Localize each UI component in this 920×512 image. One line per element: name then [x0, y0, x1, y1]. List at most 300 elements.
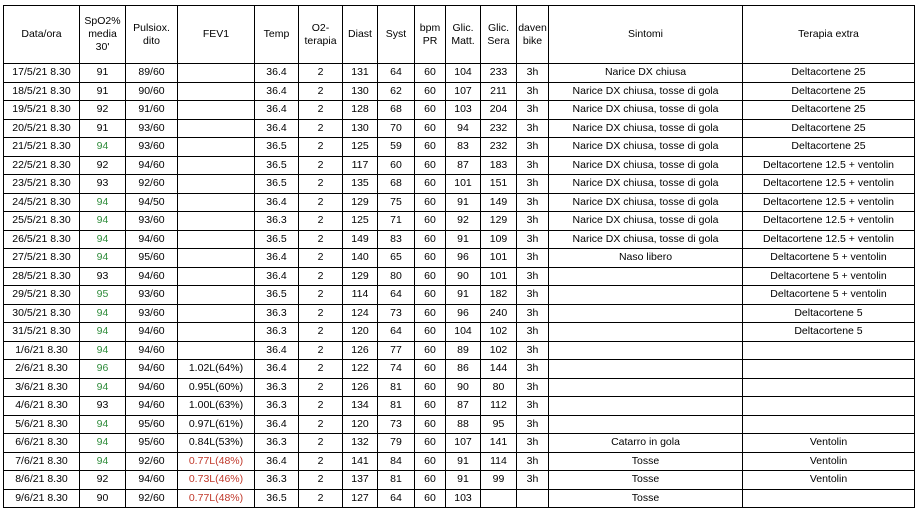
cell-temp: 36.4	[255, 64, 299, 83]
cell-date: 17/5/21 8.30	[4, 64, 80, 83]
cell-terapia-extra: Deltacortene 5	[743, 304, 915, 323]
header-terapia-extra: Terapia extra	[743, 6, 915, 64]
cell-daven-bike: 3h	[517, 360, 549, 379]
header-temp: Temp	[255, 6, 299, 64]
header-glic-matt: Glic. Matt.	[446, 6, 481, 64]
cell-glic-sera: 109	[481, 230, 517, 249]
cell-fev1	[178, 249, 255, 268]
cell-terapia-extra: Deltacortene 5 + ventolin	[743, 286, 915, 305]
cell-o2-terapia: 2	[299, 156, 343, 175]
cell-daven-bike: 3h	[517, 119, 549, 138]
cell-temp: 36.5	[255, 286, 299, 305]
cell-fev1	[178, 119, 255, 138]
cell-o2-terapia: 2	[299, 64, 343, 83]
table-row	[4, 360, 915, 379]
cell-date: 7/6/21 8.30	[4, 452, 80, 471]
cell-diast: 114	[343, 286, 378, 305]
table-row	[4, 193, 915, 212]
cell-o2-terapia: 2	[299, 267, 343, 286]
table-row	[4, 323, 915, 342]
cell-date: 27/5/21 8.30	[4, 249, 80, 268]
table-row	[4, 397, 915, 416]
cell-fev1	[178, 101, 255, 120]
cell-glic-sera: 151	[481, 175, 517, 194]
cell-syst: 83	[378, 230, 415, 249]
cell-pulsiox: 94/60	[126, 471, 178, 490]
cell-fev1	[178, 212, 255, 231]
cell-pulsiox: 94/60	[126, 341, 178, 360]
cell-glic-matt: 92	[446, 212, 481, 231]
cell-bpm: 60	[415, 378, 446, 397]
cell-syst: 75	[378, 193, 415, 212]
cell-date: 31/5/21 8.30	[4, 323, 80, 342]
cell-diast: 134	[343, 397, 378, 416]
cell-diast: 141	[343, 452, 378, 471]
cell-fev1	[178, 341, 255, 360]
cell-date: 23/5/21 8.30	[4, 175, 80, 194]
cell-pulsiox: 92/60	[126, 175, 178, 194]
cell-spo2: 94	[80, 230, 126, 249]
cell-syst: 68	[378, 101, 415, 120]
cell-glic-sera	[481, 489, 517, 508]
cell-diast: 140	[343, 249, 378, 268]
cell-glic-matt: 91	[446, 193, 481, 212]
table-row	[4, 452, 915, 471]
cell-syst: 64	[378, 64, 415, 83]
cell-sintomi	[549, 304, 743, 323]
header-spo2-media: SpO2% media 30'	[80, 6, 126, 64]
cell-bpm: 60	[415, 212, 446, 231]
cell-fev1: 0.77L(48%)	[178, 452, 255, 471]
cell-terapia-extra: Deltacortene 25	[743, 138, 915, 157]
cell-bpm: 60	[415, 489, 446, 508]
cell-pulsiox: 94/60	[126, 267, 178, 286]
cell-glic-matt: 89	[446, 341, 481, 360]
cell-spo2: 94	[80, 434, 126, 453]
cell-sintomi: Narice DX chiusa, tosse di gola	[549, 156, 743, 175]
cell-daven-bike: 3h	[517, 212, 549, 231]
cell-sintomi	[549, 267, 743, 286]
cell-diast: 120	[343, 323, 378, 342]
cell-terapia-extra: Ventolin	[743, 452, 915, 471]
cell-glic-sera: 101	[481, 249, 517, 268]
cell-pulsiox: 94/60	[126, 156, 178, 175]
cell-syst: 60	[378, 156, 415, 175]
cell-o2-terapia: 2	[299, 119, 343, 138]
cell-daven-bike: 3h	[517, 378, 549, 397]
cell-pulsiox: 94/60	[126, 323, 178, 342]
cell-spo2: 92	[80, 471, 126, 490]
cell-diast: 129	[343, 193, 378, 212]
cell-glic-matt: 104	[446, 323, 481, 342]
cell-terapia-extra	[743, 341, 915, 360]
cell-diast: 122	[343, 360, 378, 379]
cell-sintomi: Narice DX chiusa, tosse di gola	[549, 138, 743, 157]
cell-o2-terapia: 2	[299, 230, 343, 249]
cell-syst: 71	[378, 212, 415, 231]
cell-bpm: 60	[415, 64, 446, 83]
table-row	[4, 230, 915, 249]
cell-glic-sera: 129	[481, 212, 517, 231]
cell-pulsiox: 93/60	[126, 119, 178, 138]
cell-terapia-extra: Ventolin	[743, 471, 915, 490]
cell-glic-sera: 240	[481, 304, 517, 323]
cell-daven-bike: 3h	[517, 175, 549, 194]
cell-glic-matt: 90	[446, 267, 481, 286]
table-row	[4, 415, 915, 434]
cell-spo2: 93	[80, 175, 126, 194]
cell-terapia-extra: Deltacortene 25	[743, 82, 915, 101]
header-row	[4, 6, 915, 64]
table-row	[4, 64, 915, 83]
cell-glic-matt: 87	[446, 156, 481, 175]
table-row	[4, 175, 915, 194]
cell-glic-sera: 149	[481, 193, 517, 212]
cell-sintomi: Narice DX chiusa, tosse di gola	[549, 193, 743, 212]
table-row	[4, 434, 915, 453]
cell-glic-matt: 107	[446, 434, 481, 453]
cell-date: 18/5/21 8.30	[4, 82, 80, 101]
cell-glic-matt: 101	[446, 175, 481, 194]
cell-spo2: 94	[80, 212, 126, 231]
table-row	[4, 119, 915, 138]
cell-daven-bike: 3h	[517, 156, 549, 175]
cell-pulsiox: 92/60	[126, 452, 178, 471]
cell-glic-sera: 114	[481, 452, 517, 471]
cell-syst: 81	[378, 471, 415, 490]
cell-syst: 73	[378, 415, 415, 434]
header-sintomi: Sintomi	[549, 6, 743, 64]
cell-glic-sera: 232	[481, 138, 517, 157]
table-row	[4, 156, 915, 175]
cell-glic-sera: 182	[481, 286, 517, 305]
cell-bpm: 60	[415, 175, 446, 194]
cell-terapia-extra	[743, 489, 915, 508]
cell-glic-sera: 99	[481, 471, 517, 490]
cell-fev1: 0.77L(48%)	[178, 489, 255, 508]
cell-temp: 36.3	[255, 212, 299, 231]
cell-diast: 125	[343, 138, 378, 157]
cell-syst: 84	[378, 452, 415, 471]
cell-daven-bike: 3h	[517, 341, 549, 360]
cell-spo2: 95	[80, 286, 126, 305]
cell-date: 20/5/21 8.30	[4, 119, 80, 138]
cell-glic-sera: 80	[481, 378, 517, 397]
cell-glic-sera: 144	[481, 360, 517, 379]
cell-terapia-extra: Deltacortene 5	[743, 323, 915, 342]
cell-sintomi	[549, 415, 743, 434]
cell-daven-bike: 3h	[517, 397, 549, 416]
cell-bpm: 60	[415, 138, 446, 157]
cell-bpm: 60	[415, 304, 446, 323]
cell-glic-matt: 104	[446, 64, 481, 83]
cell-daven-bike: 3h	[517, 286, 549, 305]
cell-daven-bike: 3h	[517, 452, 549, 471]
cell-o2-terapia: 2	[299, 249, 343, 268]
cell-date: 30/5/21 8.30	[4, 304, 80, 323]
cell-diast: 126	[343, 341, 378, 360]
cell-diast: 128	[343, 101, 378, 120]
cell-bpm: 60	[415, 286, 446, 305]
cell-temp: 36.4	[255, 267, 299, 286]
cell-glic-matt: 107	[446, 82, 481, 101]
cell-date: 22/5/21 8.30	[4, 156, 80, 175]
cell-glic-sera: 204	[481, 101, 517, 120]
cell-fev1	[178, 175, 255, 194]
cell-sintomi	[549, 397, 743, 416]
cell-daven-bike: 3h	[517, 267, 549, 286]
header-fev1: FEV1	[178, 6, 255, 64]
cell-fev1	[178, 156, 255, 175]
cell-syst: 81	[378, 378, 415, 397]
cell-syst: 65	[378, 249, 415, 268]
cell-daven-bike: 3h	[517, 101, 549, 120]
cell-syst: 68	[378, 175, 415, 194]
cell-syst: 80	[378, 267, 415, 286]
table-row	[4, 286, 915, 305]
cell-bpm: 60	[415, 415, 446, 434]
cell-sintomi: Narice DX chiusa, tosse di gola	[549, 175, 743, 194]
cell-daven-bike: 3h	[517, 193, 549, 212]
cell-diast: 124	[343, 304, 378, 323]
cell-glic-matt: 96	[446, 249, 481, 268]
cell-fev1	[178, 286, 255, 305]
cell-sintomi	[549, 378, 743, 397]
cell-o2-terapia: 2	[299, 341, 343, 360]
cell-sintomi	[549, 323, 743, 342]
header-glic-sera: Glic. Sera	[481, 6, 517, 64]
cell-o2-terapia: 2	[299, 452, 343, 471]
cell-bpm: 60	[415, 119, 446, 138]
cell-o2-terapia: 2	[299, 471, 343, 490]
cell-fev1	[178, 267, 255, 286]
cell-sintomi: Tosse	[549, 489, 743, 508]
cell-syst: 73	[378, 304, 415, 323]
cell-glic-matt: 90	[446, 378, 481, 397]
cell-terapia-extra: Deltacortene 5 + ventolin	[743, 249, 915, 268]
cell-glic-sera: 101	[481, 267, 517, 286]
cell-temp: 36.4	[255, 341, 299, 360]
cell-bpm: 60	[415, 341, 446, 360]
cell-glic-sera: 232	[481, 119, 517, 138]
cell-date: 21/5/21 8.30	[4, 138, 80, 157]
cell-temp: 36.3	[255, 434, 299, 453]
cell-temp: 36.5	[255, 175, 299, 194]
cell-spo2: 94	[80, 452, 126, 471]
cell-spo2: 90	[80, 489, 126, 508]
cell-terapia-extra: Deltacortene 25	[743, 119, 915, 138]
cell-fev1: 1.02L(64%)	[178, 360, 255, 379]
cell-terapia-extra	[743, 397, 915, 416]
cell-temp: 36.5	[255, 138, 299, 157]
cell-spo2: 94	[80, 138, 126, 157]
cell-syst: 64	[378, 489, 415, 508]
cell-date: 29/5/21 8.30	[4, 286, 80, 305]
cell-syst: 81	[378, 397, 415, 416]
cell-spo2: 94	[80, 249, 126, 268]
table-body	[4, 64, 915, 508]
cell-spo2: 92	[80, 101, 126, 120]
cell-date: 4/6/21 8.30	[4, 397, 80, 416]
cell-diast: 125	[343, 212, 378, 231]
table-row	[4, 341, 915, 360]
cell-sintomi	[549, 360, 743, 379]
cell-bpm: 60	[415, 193, 446, 212]
cell-sintomi: Tosse	[549, 452, 743, 471]
cell-bpm: 60	[415, 249, 446, 268]
cell-glic-sera: 102	[481, 341, 517, 360]
cell-diast: 127	[343, 489, 378, 508]
table-row	[4, 249, 915, 268]
cell-syst: 70	[378, 119, 415, 138]
cell-temp: 36.4	[255, 193, 299, 212]
cell-o2-terapia: 2	[299, 397, 343, 416]
cell-glic-matt: 94	[446, 119, 481, 138]
cell-temp: 36.4	[255, 82, 299, 101]
cell-bpm: 60	[415, 323, 446, 342]
table-row	[4, 489, 915, 508]
cell-sintomi: Narice DX chiusa, tosse di gola	[549, 101, 743, 120]
cell-terapia-extra: Deltacortene 12.5 + ventolin	[743, 230, 915, 249]
table-row	[4, 101, 915, 120]
cell-sintomi: Narice DX chiusa	[549, 64, 743, 83]
cell-fev1: 1.00L(63%)	[178, 397, 255, 416]
cell-glic-sera: 102	[481, 323, 517, 342]
cell-spo2: 94	[80, 193, 126, 212]
cell-glic-matt: 91	[446, 286, 481, 305]
table-row	[4, 138, 915, 157]
cell-date: 8/6/21 8.30	[4, 471, 80, 490]
cell-terapia-extra: Deltacortene 25	[743, 101, 915, 120]
cell-temp: 36.3	[255, 304, 299, 323]
cell-o2-terapia: 2	[299, 434, 343, 453]
cell-glic-matt: 91	[446, 471, 481, 490]
cell-fev1	[178, 230, 255, 249]
cell-date: 25/5/21 8.30	[4, 212, 80, 231]
cell-glic-sera: 183	[481, 156, 517, 175]
cell-syst: 77	[378, 341, 415, 360]
cell-o2-terapia: 2	[299, 304, 343, 323]
cell-sintomi: Narice DX chiusa, tosse di gola	[549, 212, 743, 231]
cell-date: 1/6/21 8.30	[4, 341, 80, 360]
cell-syst: 62	[378, 82, 415, 101]
cell-glic-sera: 211	[481, 82, 517, 101]
cell-sintomi: Narice DX chiusa, tosse di gola	[549, 82, 743, 101]
cell-bpm: 60	[415, 230, 446, 249]
cell-o2-terapia: 2	[299, 193, 343, 212]
cell-o2-terapia: 2	[299, 101, 343, 120]
cell-diast: 120	[343, 415, 378, 434]
cell-diast: 131	[343, 64, 378, 83]
cell-glic-sera: 95	[481, 415, 517, 434]
cell-terapia-extra: Deltacortene 25	[743, 64, 915, 83]
cell-temp: 36.3	[255, 471, 299, 490]
cell-date: 24/5/21 8.30	[4, 193, 80, 212]
cell-temp: 36.4	[255, 360, 299, 379]
cell-bpm: 60	[415, 397, 446, 416]
cell-temp: 36.5	[255, 156, 299, 175]
cell-temp: 36.4	[255, 452, 299, 471]
cell-daven-bike: 3h	[517, 64, 549, 83]
cell-diast: 117	[343, 156, 378, 175]
cell-date: 6/6/21 8.30	[4, 434, 80, 453]
cell-syst: 64	[378, 286, 415, 305]
cell-glic-sera: 112	[481, 397, 517, 416]
cell-temp: 36.4	[255, 415, 299, 434]
cell-glic-matt: 96	[446, 304, 481, 323]
cell-date: 2/6/21 8.30	[4, 360, 80, 379]
cell-spo2: 91	[80, 82, 126, 101]
cell-bpm: 60	[415, 471, 446, 490]
cell-sintomi: Catarro in gola	[549, 434, 743, 453]
cell-diast: 129	[343, 267, 378, 286]
cell-glic-matt: 87	[446, 397, 481, 416]
cell-pulsiox: 94/60	[126, 397, 178, 416]
cell-terapia-extra: Deltacortene 12.5 + ventolin	[743, 212, 915, 231]
header-diast: Diast	[343, 6, 378, 64]
cell-pulsiox: 95/60	[126, 249, 178, 268]
cell-terapia-extra: Deltacortene 5 + ventolin	[743, 267, 915, 286]
cell-daven-bike: 3h	[517, 138, 549, 157]
cell-pulsiox: 94/60	[126, 360, 178, 379]
cell-terapia-extra	[743, 378, 915, 397]
cell-glic-matt: 103	[446, 101, 481, 120]
cell-date: 26/5/21 8.30	[4, 230, 80, 249]
cell-spo2: 91	[80, 119, 126, 138]
cell-daven-bike: 3h	[517, 230, 549, 249]
cell-sintomi	[549, 286, 743, 305]
cell-o2-terapia: 2	[299, 489, 343, 508]
cell-daven-bike	[517, 489, 549, 508]
cell-fev1: 0.73L(46%)	[178, 471, 255, 490]
cell-pulsiox: 92/60	[126, 489, 178, 508]
cell-syst: 64	[378, 323, 415, 342]
cell-date: 9/6/21 8.30	[4, 489, 80, 508]
cell-diast: 126	[343, 378, 378, 397]
cell-fev1	[178, 138, 255, 157]
header-o2-terapia: O2-terapia	[299, 6, 343, 64]
cell-bpm: 60	[415, 360, 446, 379]
cell-fev1	[178, 82, 255, 101]
cell-spo2: 94	[80, 304, 126, 323]
cell-glic-matt: 91	[446, 230, 481, 249]
cell-sintomi: Naso libero	[549, 249, 743, 268]
cell-spo2: 93	[80, 267, 126, 286]
cell-spo2: 92	[80, 156, 126, 175]
header-data-ora: Data/ora	[4, 6, 80, 64]
cell-pulsiox: 94/60	[126, 230, 178, 249]
cell-syst: 59	[378, 138, 415, 157]
cell-pulsiox: 91/60	[126, 101, 178, 120]
header-bpm: bpm PR	[415, 6, 446, 64]
cell-pulsiox: 89/60	[126, 64, 178, 83]
cell-terapia-extra	[743, 415, 915, 434]
cell-temp: 36.5	[255, 230, 299, 249]
cell-sintomi: Tosse	[549, 471, 743, 490]
cell-diast: 149	[343, 230, 378, 249]
cell-diast: 135	[343, 175, 378, 194]
cell-daven-bike: 3h	[517, 82, 549, 101]
cell-pulsiox: 93/60	[126, 212, 178, 231]
cell-fev1	[178, 323, 255, 342]
cell-pulsiox: 95/60	[126, 434, 178, 453]
table-row	[4, 471, 915, 490]
cell-glic-sera: 141	[481, 434, 517, 453]
table-row	[4, 82, 915, 101]
cell-temp: 36.3	[255, 378, 299, 397]
cell-temp: 36.5	[255, 489, 299, 508]
cell-diast: 137	[343, 471, 378, 490]
